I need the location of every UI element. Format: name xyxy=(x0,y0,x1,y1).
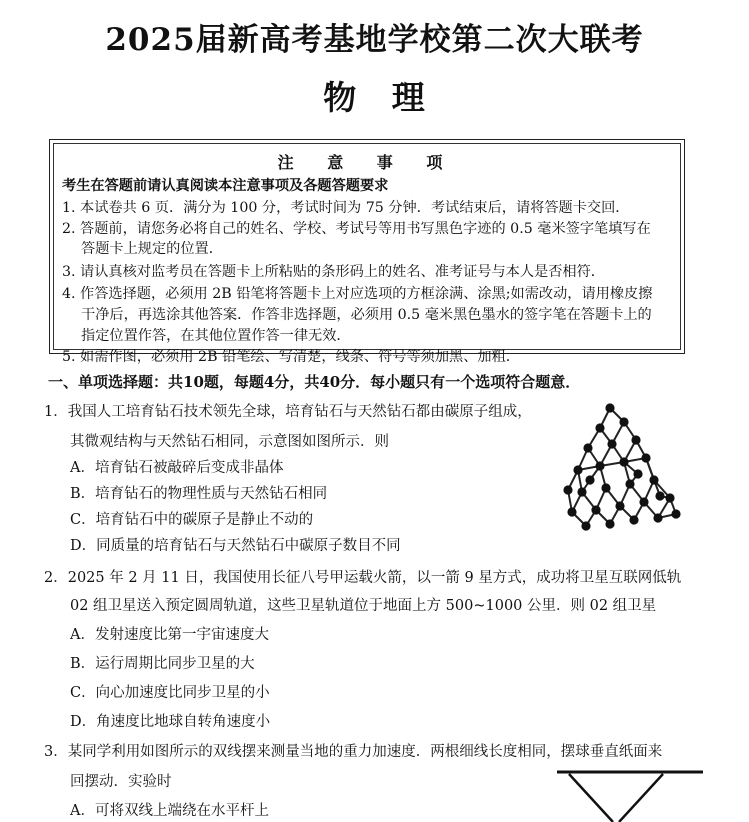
carbon-atom xyxy=(631,435,640,444)
notice-heading: 注 意 事 项 xyxy=(277,153,457,172)
carbon-atom xyxy=(581,521,590,530)
carbon-atom xyxy=(585,475,594,484)
notice-line: 5. 如需作图，必须用 2B 铅笔绘、写清楚，线条、符号等须加黑、加粗． xyxy=(62,349,520,365)
carbon-atom xyxy=(653,513,662,522)
carbon-atom xyxy=(601,483,610,492)
carbon-atom xyxy=(605,519,614,528)
pendulum-string-right xyxy=(619,774,663,822)
carbon-atom xyxy=(619,457,628,466)
notice-line: 干净后，再选涂其他答案．作答非选择题，必须用 0.5 毫米黑色墨水的签字笔在答题卡上的 xyxy=(81,307,652,323)
notice-intro: 考生在答题前请认真阅读本注意事项及各题答题要求 xyxy=(62,178,389,194)
question-1-option-c: C．培育钻石中的碳原子是静止不动的 xyxy=(70,512,314,528)
carbon-atom xyxy=(605,403,614,412)
notice-line: 3. 请认真核对监考员在答题卡上所粘贴的条形码上的姓名、准考证号与本人是否相符． xyxy=(62,264,605,280)
question-1-stem: 1．我国人工培育钻石技术领先全球，培育钻石与天然钻石都由碳原子组成， xyxy=(44,404,532,420)
section-heading: 一、单项选择题：共10题，每题4分，共40分．每小题只有一个选项符合题意． xyxy=(48,373,581,391)
notice-line: 答题卡上规定的位置． xyxy=(81,241,223,257)
notice-box xyxy=(49,139,685,365)
carbon-atom xyxy=(583,443,592,452)
question-1-option-a: A．培育钻石被敲碎后变成非晶体 xyxy=(70,460,284,476)
notice-line: 指定位置作答，在其他位置作答一律无效． xyxy=(81,328,351,344)
carbon-atom xyxy=(633,469,642,478)
carbon-atom xyxy=(625,479,634,488)
notice-line: 1. 本试卷共 6 页．满分为 100 分，考试时间为 75 分钟．考试结束后，请将答题卡交回． xyxy=(62,200,630,216)
carbon-atom xyxy=(607,439,616,448)
question-3-stem: 3．某同学利用如图所示的双线摆来测量当地的重力加速度．两根细线长度相同，摆球垂直纸面来 xyxy=(44,744,663,760)
carbon-atom xyxy=(573,465,582,474)
carbon-atom xyxy=(671,509,680,518)
question-1-stem-cont: 其微观结构与天然钻石相同，示意图如图所示．则 xyxy=(70,434,389,450)
carbon-atom xyxy=(641,453,650,462)
notice-line: 4. 作答选择题，必须用 2B 铅笔将答题卡上对应选项的方框涂满、涂黑;如需改动，请用橡皮擦 xyxy=(62,286,653,302)
question-2-option-d: D．角速度比地球自转角速度小 xyxy=(70,714,271,730)
exam-title: 2025届新高考基地学校第二次大联考 xyxy=(105,22,644,58)
carbon-atom xyxy=(591,505,600,514)
diamond-lattice-figure xyxy=(560,400,690,535)
carbon-atom xyxy=(655,491,664,500)
carbon-atom xyxy=(639,497,648,506)
carbon-atom xyxy=(665,493,674,502)
question-3-stem-cont: 回摆动．实验时 xyxy=(70,774,172,790)
carbon-atom xyxy=(595,423,604,432)
question-2-option-c: C．向心加速度比同步卫星的小 xyxy=(70,685,270,701)
carbon-atom xyxy=(577,487,586,496)
pendulum-string-left xyxy=(569,774,613,822)
carbon-atom xyxy=(563,485,572,494)
carbon-atom xyxy=(629,515,638,524)
carbon-atom xyxy=(567,507,576,516)
bifilar-pendulum-figure xyxy=(555,768,705,822)
question-2-stem-cont: 02 组卫星送入预定圆周轨道，这些卫星轨道位于地面上方 500~1000 公里．则 02 组卫星 xyxy=(70,598,657,614)
question-3-option-a: A．可将双线上端绕在水平杆上 xyxy=(70,803,269,819)
carbon-atom xyxy=(649,475,658,484)
question-1-option-b: B．培育钻石的物理性质与天然钻石相同 xyxy=(70,486,328,502)
notice-line: 2. 答题前，请您务必将自己的姓名、学校、考试号等用书写黑色字迹的 0.5 毫米签字笔填写在 xyxy=(62,221,651,237)
question-2-stem: 2．2025 年 2 月 11 日，我国使用长征八号甲运载火箭，以一箭 9 星方式，成功将卫星互联网低轨 xyxy=(44,570,682,586)
carbon-atom xyxy=(619,417,628,426)
question-2-option-a: A．发射速度比第一宇宙速度大 xyxy=(70,627,269,643)
carbon-atom xyxy=(595,461,604,470)
subject-title: 物 理 xyxy=(323,78,426,117)
question-2-option-b: B．运行周期比同步卫星的大 xyxy=(70,656,255,672)
question-1-option-d: D．同质量的培育钻石与天然钻石中碳原子数目不同 xyxy=(70,538,401,554)
notice-inner-border xyxy=(53,143,681,365)
carbon-atom xyxy=(615,501,624,510)
